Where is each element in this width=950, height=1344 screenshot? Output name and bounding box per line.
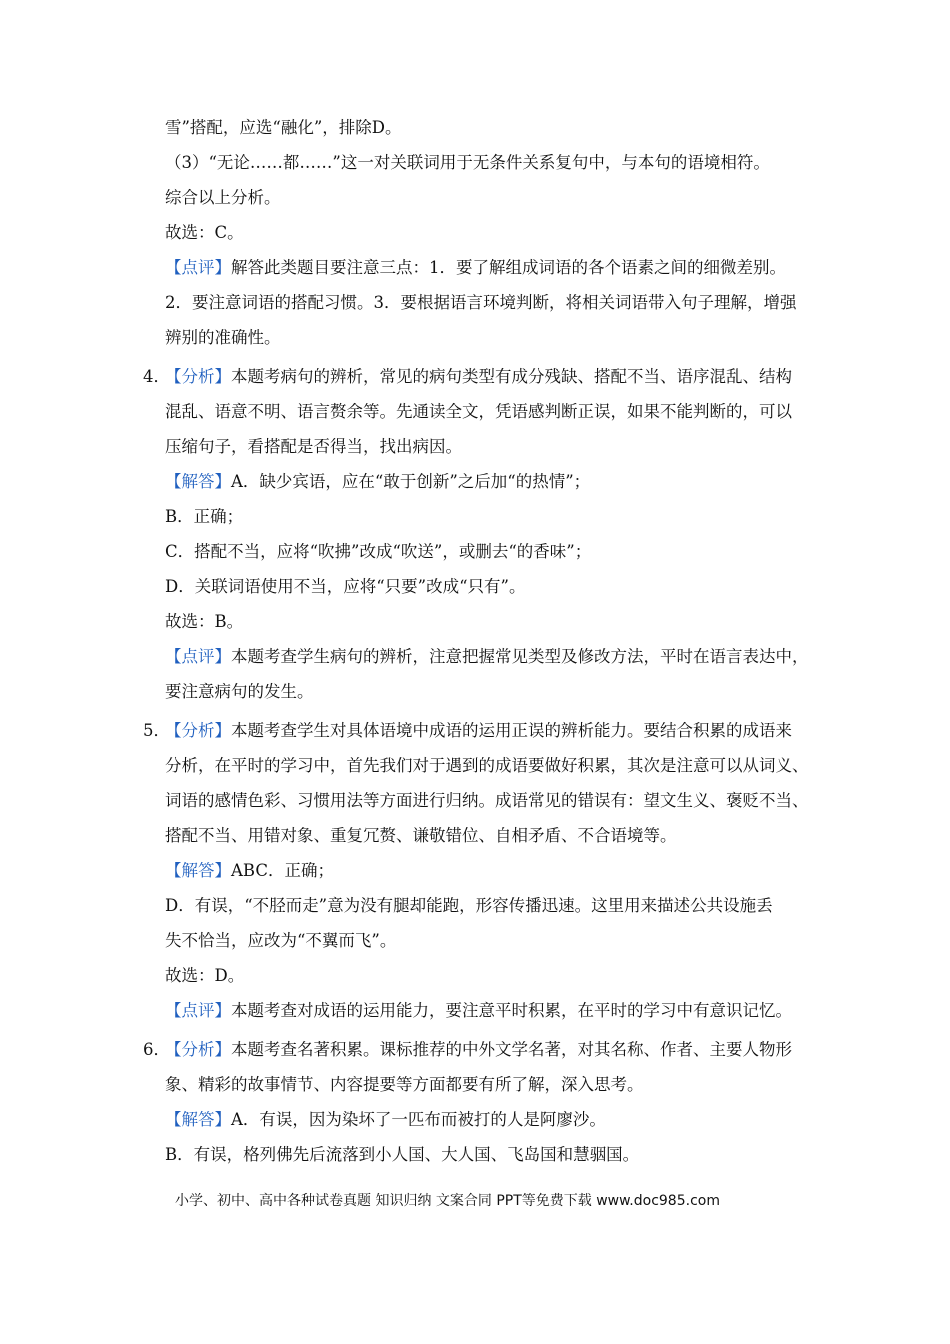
comment-tag: 【点评】 <box>165 647 231 666</box>
text-line: 象、精彩的故事情节、内容提要等方面都要有所了解，深入思考。 <box>165 1075 644 1094</box>
text-line: 综合以上分析。 <box>165 188 281 207</box>
text-line: 【解答】A．有误，因为染坏了一匹布而被打的人是阿廖沙。 <box>165 1110 606 1129</box>
text-line: （3）“无论……都……”这一对关联词用于无条件关系复句中，与本句的语境相符。 <box>165 153 770 172</box>
comment-tag: 【点评】 <box>165 1001 231 1020</box>
answer-tag: 【解答】 <box>165 1110 231 1129</box>
text-line: 【点评】本题考查对成语的运用能力，要注意平时积累，在平时的学习中有意识记忆。 <box>165 1001 792 1020</box>
question-number: 6． <box>143 1040 170 1059</box>
text-line: 【分析】本题考查学生对具体语境中成语的运用正误的辨析能力。要结合积累的成语来 <box>165 721 792 740</box>
text-line: 【点评】本题考查学生病句的辨析，注意把握常见类型及修改方法，平时在语言表达中， <box>165 647 809 666</box>
text-line: 压缩句子，看搭配是否得当，找出病因。 <box>165 437 462 456</box>
text-line: 故选：B。 <box>165 612 244 631</box>
text-line: 【分析】本题考查名著积累。课标推荐的中外文学名著，对其名称、作者、主要人物形 <box>165 1040 792 1059</box>
text-line: 【解答】A．缺少宾语，应在“敢于创新”之后加“的热情”； <box>165 472 591 491</box>
text-line: C．搭配不当，应将“吹拂”改成“吹送”，或删去“的香味”； <box>165 542 592 561</box>
analysis-tag: 【分析】 <box>165 367 231 386</box>
answer-tag: 【解答】 <box>165 861 231 880</box>
text-line: 失不恰当，应改为“不翼而飞”。 <box>165 931 397 950</box>
page-footer: 小学、初中、高中各种试卷真题 知识归纳 文案合同 PPT等免费下载 www.doc985.com <box>175 1193 720 1209</box>
text-line: 要注意病句的发生。 <box>165 682 314 701</box>
text-line: 混乱、语意不明、语言赘余等。先通读全文，凭语感判断正误，如果不能判断的，可以 <box>165 402 792 421</box>
text-line: 【分析】本题考病句的辨析，常见的病句类型有成分残缺、搭配不当、语序混乱、结构 <box>165 367 792 386</box>
text-line: 词语的感情色彩、习惯用法等方面进行归纳。成语常见的错误有：望文生义、褒贬不当、 <box>165 791 809 810</box>
analysis-tag: 【分析】 <box>165 1040 231 1059</box>
text-line: 【点评】解答此类题目要注意三点：1．要了解组成词语的各个语素之间的细微差别。 <box>165 258 786 277</box>
text-line: B．有误，格列佛先后流落到小人国、大人国、飞岛国和慧骃国。 <box>165 1145 640 1164</box>
text-line: 【解答】ABC．正确； <box>165 861 334 880</box>
text-line: 故选：C。 <box>165 223 244 242</box>
comment-tag: 【点评】 <box>165 258 231 277</box>
text-line: 雪”搭配，应选“融化”，排除D。 <box>165 118 402 137</box>
text-line: 2．要注意词语的搭配习惯。3．要根据语言环境判断，将相关词语带入句子理解，增强 <box>165 293 797 312</box>
text-line: D．关联词语使用不当，应将“只要”改成“只有”。 <box>165 577 526 596</box>
question-number: 4． <box>143 367 170 386</box>
text-line: B．正确； <box>165 507 244 526</box>
text-line: 辨别的准确性。 <box>165 328 281 347</box>
text-line: 分析，在平时的学习中，首先我们对于遇到的成语要做好积累，其次是注意可以从词义、 <box>165 756 809 775</box>
text-line: 故选：D。 <box>165 966 245 985</box>
answer-tag: 【解答】 <box>165 472 231 491</box>
analysis-tag: 【分析】 <box>165 721 231 740</box>
text-line: 搭配不当、用错对象、重复冗赘、谦敬错位、自相矛盾、不合语境等。 <box>165 826 677 845</box>
question-number: 5． <box>143 721 170 740</box>
text-line: D．有误，“不胫而走”意为没有腿却能跑，形容传播迅速。这里用来描述公共设施丢 <box>165 896 773 915</box>
